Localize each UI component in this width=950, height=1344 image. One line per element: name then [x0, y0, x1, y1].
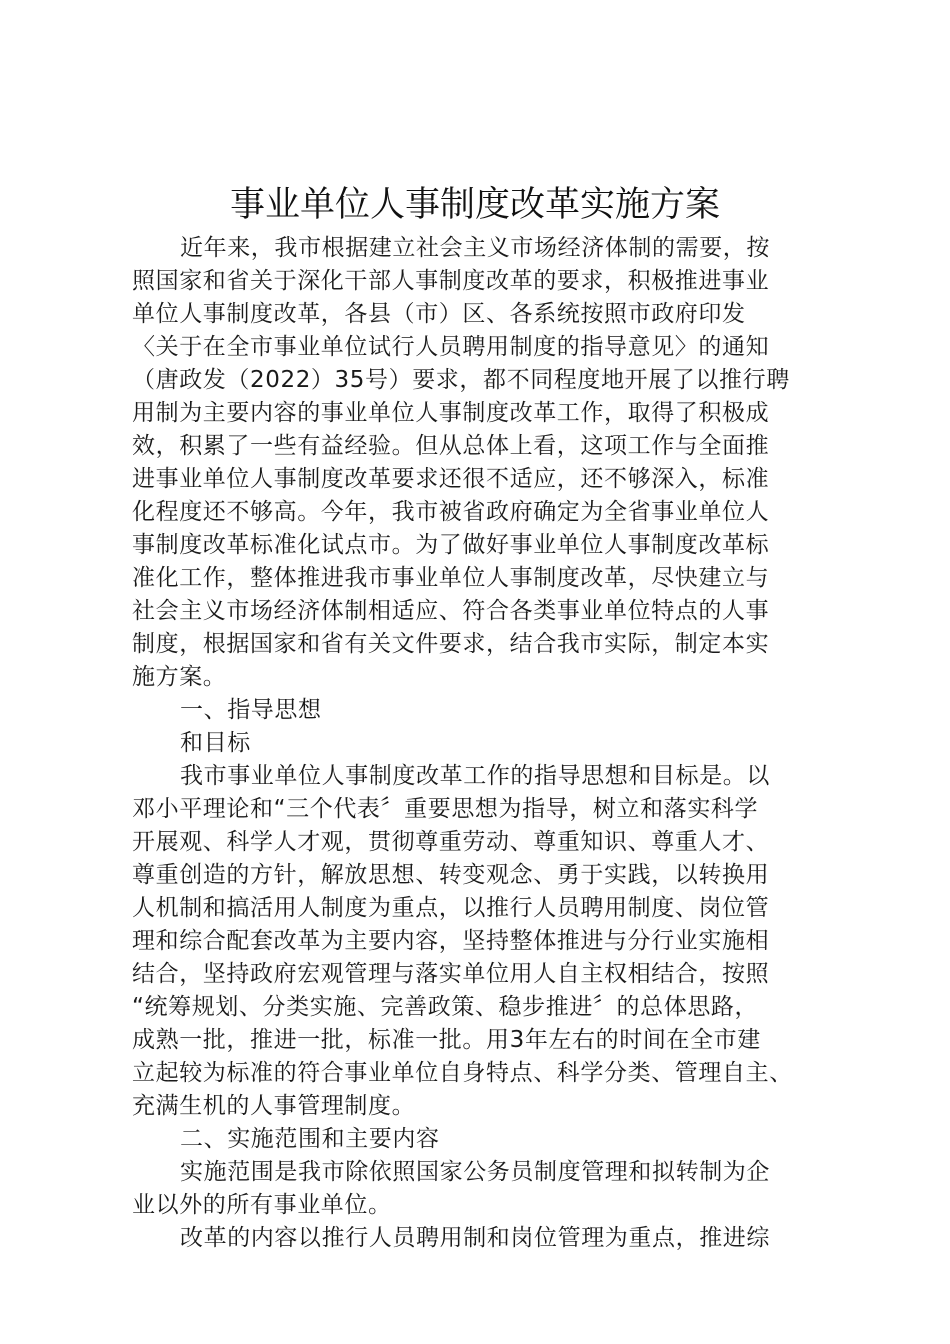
- text-line: 〈关于在全市事业单位试行人员聘用制度的指导意见〉的通知: [132, 334, 770, 360]
- text-line: 二、实施范围和主要内容: [180, 1126, 440, 1152]
- text-line: 理和综合配套改革为主要内容，坚持整体推进与分行业实施相: [132, 928, 770, 954]
- text-line: 社会主义市场经济体制相适应、符合各类事业单位特点的人事: [132, 598, 770, 624]
- text-line: 尊重创造的方针，解放思想、转变观念、勇于实践，以转换用: [132, 862, 770, 888]
- document-body: [132, 232, 832, 1255]
- text-line: 用制为主要内容的事业单位人事制度改革工作，取得了积极成: [132, 400, 770, 426]
- text-line: “统筹规划、分类实施、完善政策、稳步推进〞的总体思路，: [132, 994, 759, 1020]
- text-line: 一、指导思想: [180, 697, 322, 723]
- text-line: 近年来，我市根据建立社会主义市场经济体制的需要，按: [180, 235, 770, 261]
- text-line: 制度，根据国家和省有关文件要求，结合我市实际，制定本实: [132, 631, 770, 657]
- text-line: 结合，坚持政府宏观管理与落实单位用人自主权相结合，按照: [132, 961, 770, 987]
- document-title: 事业单位人事制度改革实施方案: [229, 185, 720, 225]
- text-line: 开展观、科学人才观，贯彻尊重劳动、尊重知识、尊重人才、: [132, 829, 770, 855]
- text-line: 准化工作，整体推进我市事业单位人事制度改革，尽快建立与: [132, 565, 770, 591]
- text-line: 业以外的所有事业单位。: [132, 1192, 392, 1218]
- text-line: 和目标: [180, 730, 251, 756]
- text-line: 照国家和省关于深化干部人事制度改革的要求，积极推进事业: [132, 268, 770, 294]
- text-line: 我市事业单位人事制度改革工作的指导思想和目标是。以: [180, 763, 770, 789]
- text-line: 单位人事制度改革，各县（市）区、各系统按照市政府印发: [132, 301, 746, 327]
- text-line: 效，积累了一些有益经验。但从总体上看，这项工作与全面推: [132, 433, 770, 459]
- text-line: 改革的内容以推行人员聘用制和岗位管理为重点，推进综: [180, 1225, 770, 1251]
- text-line: 充满生机的人事管理制度。: [132, 1093, 416, 1119]
- text-line: 进事业单位人事制度改革要求还很不适应，还不够深入，标准: [132, 466, 770, 492]
- text-line: 人机制和搞活用人制度为重点，以推行人员聘用制度、岗位管: [132, 895, 770, 921]
- text-line: 实施范围是我市除依照国家公务员制度管理和拟转制为企: [180, 1159, 770, 1185]
- text-line: 事制度改革标准化试点市。为了做好事业单位人事制度改革标: [132, 532, 770, 558]
- text-line: 邓小平理论和“三个代表〞重要思想为指导，树立和落实科学: [132, 796, 759, 822]
- text-line: 立起较为标准的符合事业单位自身特点、科学分类、管理自主、: [132, 1060, 793, 1086]
- text-line: 成熟一批，推进一批，标准一批。用3年左右的时间在全市建: [132, 1027, 761, 1053]
- text-line: 化程度还不够高。今年，我市被省政府确定为全省事业单位人: [132, 499, 770, 525]
- text-line: （唐政发（2022）35号）要求，都不同程度地开展了以推行聘: [132, 367, 790, 393]
- text-line: 施方案。: [132, 664, 227, 690]
